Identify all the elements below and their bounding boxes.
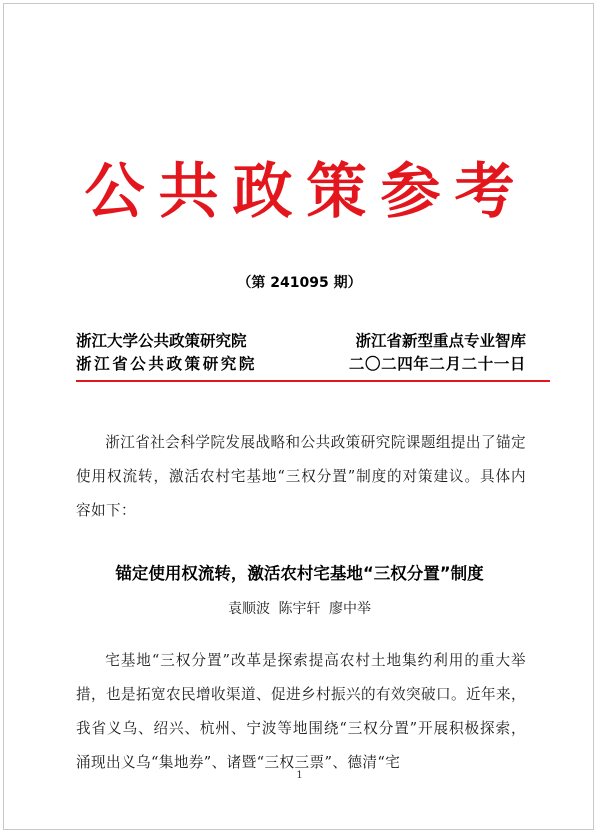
page-number: 1 xyxy=(296,770,303,781)
publisher-row-1 xyxy=(76,330,526,352)
publisher-row-2 xyxy=(76,353,526,375)
body-paragraph: 宅基地“三权分置”改革是探索提高农村土地集约利用的重大举措，也是拓宽农民增收渠道、促进乡村振兴的有效突破口。近年来，我省义乌、绍兴、杭州、宁波等地围绕“三权分置”开展积极探索，涌现出义乌“集地券”、诸暨“三权三票”、德清“宅 xyxy=(76,652,526,771)
masthead-title: 公共政策参考 xyxy=(84,157,529,227)
think-tank-label: 浙江省新型重点专业智库 xyxy=(355,332,526,350)
issue-number: （第 241095 期） xyxy=(237,275,362,291)
publisher-zju: 浙江大学公共政策研究院 xyxy=(76,332,247,350)
red-divider xyxy=(76,380,550,382)
publisher-zj-province: 浙江省公共政策研究院 xyxy=(76,355,258,373)
publish-date: 二〇二四年二月二十一日 xyxy=(348,355,526,373)
article-authors: 袁顺波 陈宇轩 廖中举 xyxy=(228,601,371,617)
article-title: 锚定使用权流转，激活农村宅基地“三权分置”制度 xyxy=(115,564,484,583)
intro-paragraph: 浙江省社会科学院发展战略和公共政策研究院课题组提出了锚定使用权流转，激活农村宅基地“三权分置”制度的对策建议。具体内容如下： xyxy=(76,434,526,519)
